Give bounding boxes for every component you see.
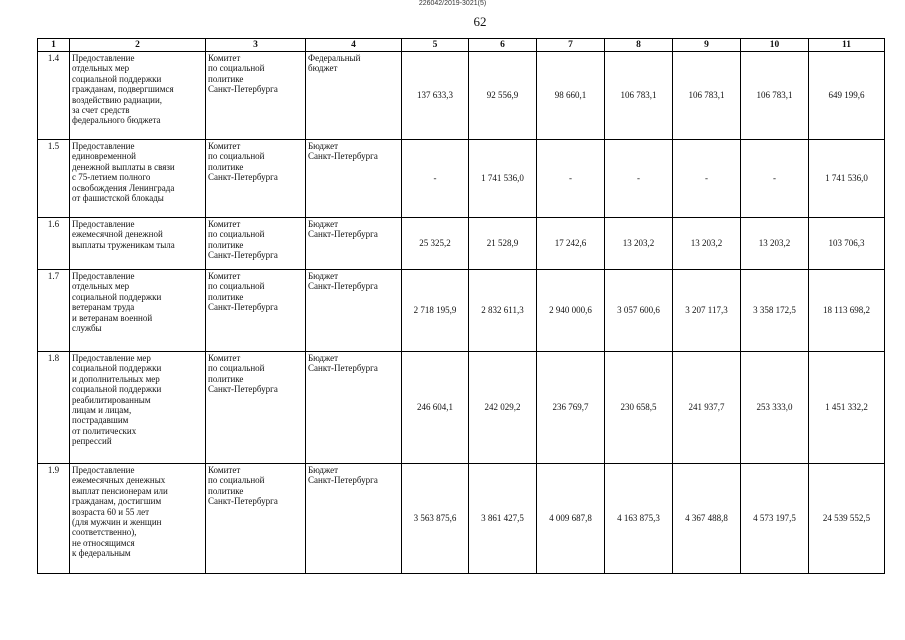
- measure-description-line: Предоставление: [72, 271, 135, 281]
- year-value: 2 718 195,9: [402, 270, 469, 352]
- total-value: 24 539 552,5: [809, 464, 885, 574]
- year-value: 3 563 875,6: [402, 464, 469, 574]
- year-value: 13 203,2: [741, 218, 809, 270]
- measure-description-line: Предоставление: [72, 141, 135, 151]
- measure-description-line: реабилитированным: [72, 394, 151, 405]
- measure-description-line: социальной поддержки: [72, 73, 162, 84]
- measure-description-line: лицам и лицам,: [72, 405, 132, 416]
- measure-description: [70, 352, 206, 464]
- executor: [206, 52, 306, 140]
- measure-description-line: гражданам, подвергшимся: [72, 84, 174, 95]
- measure-description-line: социальной поддержки: [72, 384, 162, 395]
- executor-line: по социальной: [208, 475, 265, 486]
- year-value: 98 660,1: [537, 52, 605, 140]
- year-value: 92 556,9: [469, 52, 537, 140]
- measure-description: [70, 270, 206, 352]
- executor: [206, 140, 306, 218]
- row-number: 1.6: [38, 218, 70, 270]
- year-value: -: [605, 140, 673, 218]
- executor-line: политике: [208, 485, 244, 496]
- funding-source-line: Санкт-Петербурга: [308, 229, 378, 240]
- executor-line: Комитет: [208, 465, 241, 475]
- measure-description-line: ежемесячной денежной: [72, 229, 163, 240]
- measure-description: [70, 140, 206, 218]
- column-header: 2: [70, 39, 206, 52]
- measure-description-line: воздействию радиации,: [72, 94, 163, 105]
- funding-source-line: Бюджет: [308, 353, 339, 363]
- year-value: 13 203,2: [673, 218, 741, 270]
- year-value: 236 769,7: [537, 352, 605, 464]
- year-value: 242 029,2: [469, 352, 537, 464]
- total-value: 18 113 698,2: [809, 270, 885, 352]
- funding-source-line: Бюджет: [308, 141, 339, 151]
- year-value: 1 741 536,0: [469, 140, 537, 218]
- executor-line: Санкт-Петербурга: [208, 84, 278, 95]
- column-header: 5: [402, 39, 469, 52]
- year-value: 4 163 875,3: [605, 464, 673, 574]
- total-value: 649 199,6: [809, 52, 885, 140]
- table-row: [38, 140, 885, 218]
- measure-description-line: денежной выплаты в связи: [72, 161, 175, 172]
- measure-description-line: от политических: [72, 425, 137, 436]
- executor-line: по социальной: [208, 363, 265, 374]
- measure-description-line: освобождения Ленинграда: [72, 182, 175, 193]
- funding-source-line: Федеральный: [308, 53, 361, 63]
- measure-description-line: единовременной: [72, 151, 136, 162]
- measure-description-line: и дополнительных мер: [72, 373, 160, 384]
- funding-source-line: Санкт-Петербурга: [308, 151, 378, 162]
- measure-description: [70, 218, 206, 270]
- measure-description-line: репрессий: [72, 436, 112, 447]
- funding-source: [306, 270, 402, 352]
- page-number: 62: [473, 14, 487, 29]
- year-value: 106 783,1: [605, 52, 673, 140]
- funding-source-line: бюджет: [308, 63, 338, 74]
- executor-line: Комитет: [208, 53, 241, 63]
- row-number: 1.7: [38, 270, 70, 352]
- funding-source-line: Бюджет: [308, 465, 339, 475]
- column-header: 10: [741, 39, 809, 52]
- measure-description-line: от фашистской блокады: [72, 193, 164, 204]
- funding-source-line: Санкт-Петербурга: [308, 475, 378, 486]
- header-row: [38, 39, 885, 52]
- executor-line: Санкт-Петербурга: [208, 302, 278, 313]
- measure-description-line: отдельных мер: [72, 63, 130, 74]
- row-number: 1.5: [38, 140, 70, 218]
- measure-description-line: к федеральным: [72, 548, 131, 559]
- table-row: [38, 52, 885, 140]
- column-header: 7: [537, 39, 605, 52]
- executor-line: по социальной: [208, 63, 265, 74]
- executor-line: Комитет: [208, 141, 241, 151]
- funding-source: [306, 464, 402, 574]
- year-value: 25 325,2: [402, 218, 469, 270]
- executor-line: Санкт-Петербурга: [208, 172, 278, 183]
- measure-description-line: возраста 60 и 55 лет: [72, 506, 150, 517]
- year-value: 4 009 687,8: [537, 464, 605, 574]
- row-number: 1.8: [38, 352, 70, 464]
- executor-line: Санкт-Петербурга: [208, 496, 278, 507]
- measure-description-line: отдельных мер: [72, 281, 130, 292]
- measure-description-line: с 75-летием полного: [72, 172, 151, 183]
- year-value: 2 940 000,6: [537, 270, 605, 352]
- column-header: 8: [605, 39, 673, 52]
- measure-description-line: за счет средств: [72, 105, 130, 116]
- year-value: 137 633,3: [402, 52, 469, 140]
- executor: [206, 270, 306, 352]
- executor-line: по социальной: [208, 281, 265, 292]
- year-value: 230 658,5: [605, 352, 673, 464]
- year-value: 3 861 427,5: [469, 464, 537, 574]
- measure-description-line: службы: [72, 323, 102, 334]
- year-value: 13 203,2: [605, 218, 673, 270]
- funding-source: [306, 140, 402, 218]
- column-header: 1: [38, 39, 70, 52]
- year-value: 4 573 197,5: [741, 464, 809, 574]
- executor-line: политике: [208, 161, 244, 172]
- year-value: -: [673, 140, 741, 218]
- executor-line: политике: [208, 239, 244, 250]
- measure-description-line: Предоставление: [72, 465, 135, 475]
- funding-source-line: Санкт-Петербурга: [308, 363, 378, 374]
- measure-description-line: (для мужчин и женщин: [72, 517, 162, 528]
- measure-description: [70, 464, 206, 574]
- year-value: 3 057 600,6: [605, 270, 673, 352]
- year-value: 3 358 172,5: [741, 270, 809, 352]
- year-value: -: [537, 140, 605, 218]
- row-number: 1.4: [38, 52, 70, 140]
- year-value: 241 937,7: [673, 352, 741, 464]
- column-header: 3: [206, 39, 306, 52]
- executor-line: Комитет: [208, 353, 241, 363]
- funding-source: [306, 352, 402, 464]
- measure-description-line: федерального бюджета: [72, 115, 161, 126]
- executor: [206, 352, 306, 464]
- executor-line: Комитет: [208, 219, 241, 229]
- measure-description-line: Предоставление: [72, 53, 135, 63]
- funding-source-line: Бюджет: [308, 271, 339, 281]
- measure-description: [70, 52, 206, 140]
- year-value: -: [741, 140, 809, 218]
- funding-source: [306, 218, 402, 270]
- funding-source: [306, 52, 402, 140]
- measure-description-line: и ветеранам военной: [72, 312, 153, 323]
- executor-line: Санкт-Петербурга: [208, 250, 278, 261]
- total-value: 1 741 536,0: [809, 140, 885, 218]
- measure-description-line: не относящимся: [72, 537, 135, 548]
- executor: [206, 218, 306, 270]
- total-value: 1 451 332,2: [809, 352, 885, 464]
- year-value: 106 783,1: [673, 52, 741, 140]
- year-value: 17 242,6: [537, 218, 605, 270]
- table-row: [38, 352, 885, 464]
- executor-line: политике: [208, 73, 244, 84]
- row-number: 1.9: [38, 464, 70, 574]
- measure-description-line: Предоставление мер: [72, 353, 151, 363]
- total-value: 103 706,3: [809, 218, 885, 270]
- table-row: [38, 464, 885, 574]
- measure-description-line: выплат пенсионерам или: [72, 485, 168, 496]
- measure-description-line: ежемесячных денежных: [72, 475, 166, 486]
- executor-line: Комитет: [208, 271, 241, 281]
- column-header: 11: [809, 39, 885, 52]
- year-value: 246 604,1: [402, 352, 469, 464]
- year-value: 106 783,1: [741, 52, 809, 140]
- column-header: 6: [469, 39, 537, 52]
- year-value: 3 207 117,3: [673, 270, 741, 352]
- year-value: 2 832 611,3: [469, 270, 537, 352]
- column-header: 4: [306, 39, 402, 52]
- table-row: [38, 270, 885, 352]
- year-value: -: [402, 140, 469, 218]
- document-id: 226042/2019-3021(5): [418, 0, 487, 7]
- funding-source-line: Бюджет: [308, 219, 339, 229]
- executor: [206, 464, 306, 574]
- measure-description-line: выплаты труженикам тыла: [72, 239, 175, 250]
- measure-description-line: ветеранам труда: [72, 302, 135, 313]
- funding-source-line: Санкт-Петербурга: [308, 281, 378, 292]
- budget-table: [37, 38, 885, 574]
- table-row: [38, 218, 885, 270]
- year-value: 4 367 488,8: [673, 464, 741, 574]
- column-header: 9: [673, 39, 741, 52]
- year-value: 253 333,0: [741, 352, 809, 464]
- measure-description-line: социальной поддержки: [72, 363, 162, 374]
- measure-description-line: социальной поддержки: [72, 291, 162, 302]
- executor-line: политике: [208, 291, 244, 302]
- measure-description-line: гражданам, достигшим: [72, 496, 162, 507]
- executor-line: по социальной: [208, 151, 265, 162]
- executor-line: по социальной: [208, 229, 265, 240]
- executor-line: Санкт-Петербурга: [208, 384, 278, 395]
- measure-description-line: Предоставление: [72, 219, 135, 229]
- measure-description-line: пострадавшим: [72, 415, 129, 426]
- executor-line: политике: [208, 373, 244, 384]
- year-value: 21 528,9: [469, 218, 537, 270]
- measure-description-line: соответственно),: [72, 527, 137, 538]
